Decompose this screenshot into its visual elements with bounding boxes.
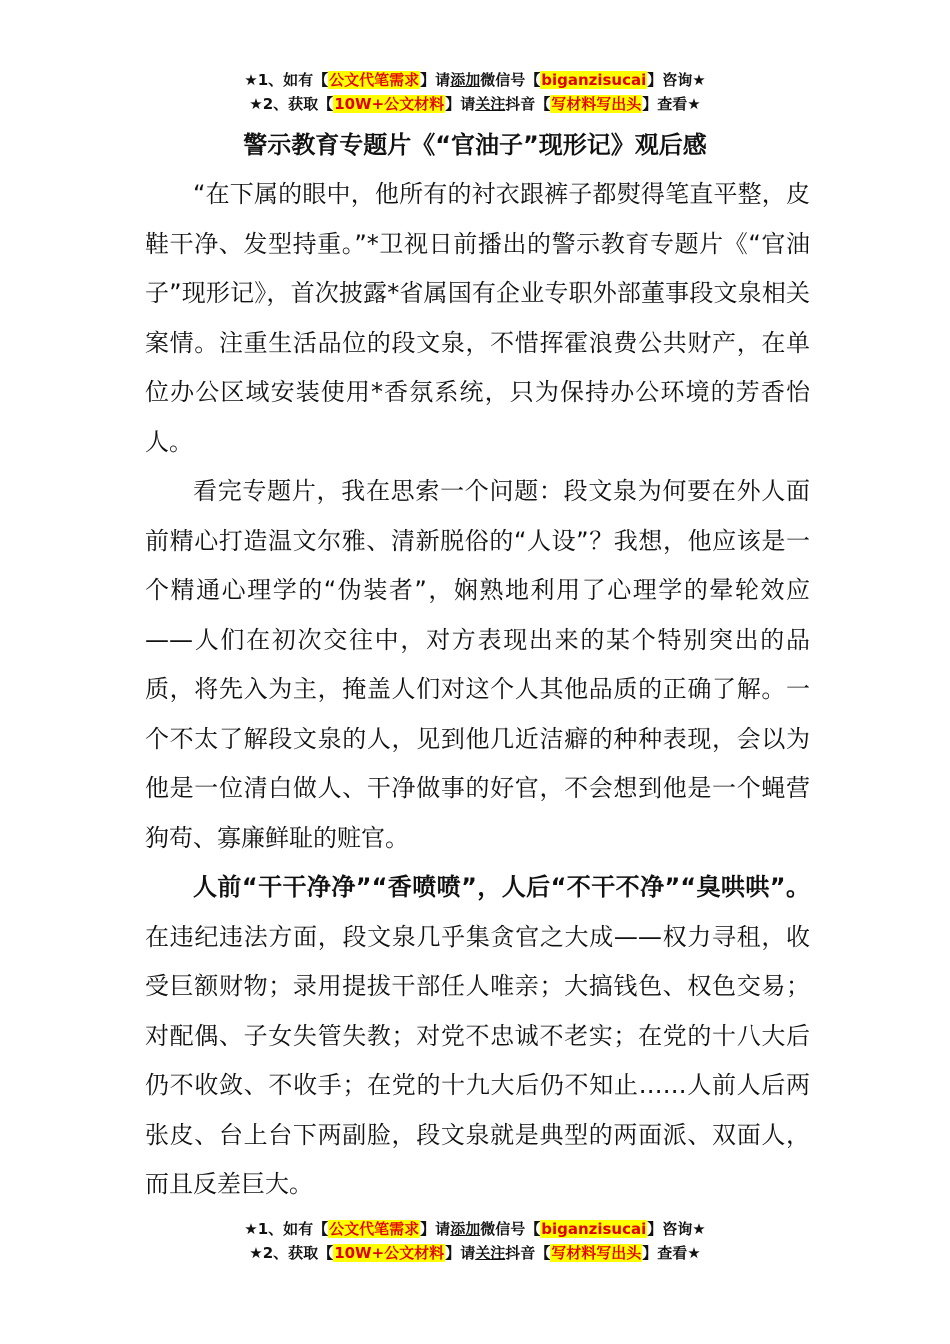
ad-underlined-text: 添加 (450, 71, 481, 89)
paragraph-2: 看完专题片，我在思索一个问题：段文泉为何要在外人面前精心打造温文尔雅、清新脱俗的“人设”？我想，他应该是一个精通心理学的“伪装者”，娴熟地利用了心理学的晕轮效应——人们在初次交往中，对方表现出来的某个特别突出的品质，将先入为主，掩盖人们对这个人其他品质的正确了解。一个不太了解段文泉的人，见到他几近洁癖的种种表现，会以为他是一位清白做人、干净做事的好官，不会想到他是一个蝇营狗苟、寡廉鲜耻的赃官。 (145, 477, 810, 852)
ad-text: 抖音【 (505, 1244, 551, 1262)
ad-highlight: 10W+公文材料 (334, 95, 445, 113)
document-title: 警示教育专题片《“官油子”现形记》观后感 (243, 131, 707, 159)
ad-text: ★1、如有【 (244, 71, 329, 89)
ad-text: 】查看★ (642, 95, 701, 113)
ad-text: ★1、如有【 (244, 1220, 329, 1238)
ad-text: 】查看★ (642, 1244, 701, 1262)
paragraph-3-text: 在违纪违法方面，段文泉几乎集贪官之大成——权力寻租，收受巨额财物；录用提拔干部任人唯亲；大搞钱色、权色交易；对配偶、子女失管失教；对党不忠诚不老实；在党的十八大后仍不收敛、不收手；在党的十九大后仍不知止……人前人后两张皮、台上台下两副脸，段文泉就是典型的两面派、双面人，而且反差巨大。 (145, 922, 810, 1198)
ad-text: 微信号【 (480, 71, 541, 89)
footer-ad-block (0, 1217, 950, 1265)
ad-highlight: 公文代笔需求 (329, 1220, 420, 1238)
ad-underlined-text: 关注 (475, 95, 506, 113)
paragraph-3-bold-lead: 人前“干干净净”“香喷喷”，人后“不干不净”“臭哄哄”。 (193, 873, 810, 901)
ad-douyin-id: 写材料写出头 (551, 95, 642, 113)
ad-text: 抖音【 (505, 95, 551, 113)
ad-text: ★2、获取【 (249, 1244, 334, 1262)
ad-text: 】请 (420, 1220, 451, 1238)
ad-text: ★2、获取【 (249, 95, 334, 113)
ad-text: 】请 (445, 95, 476, 113)
ad-highlight: 公文代笔需求 (329, 71, 420, 89)
ad-highlight: 10W+公文材料 (334, 1244, 445, 1262)
ad-douyin-id: 写材料写出头 (551, 1244, 642, 1262)
ad-line-douyin (0, 92, 950, 116)
ad-line-wechat (0, 1217, 950, 1241)
ad-text: 】咨询★ (647, 1220, 706, 1238)
ad-text: 】请 (445, 1244, 476, 1262)
paragraph-3 (145, 863, 810, 1210)
ad-text: 】咨询★ (647, 71, 706, 89)
ad-line-douyin (0, 1241, 950, 1265)
ad-text: 微信号【 (480, 1220, 541, 1238)
header-ad-block (0, 68, 950, 116)
ad-wechat-id: biganzisucai (541, 71, 647, 89)
paragraph-1: “在下属的眼中，他所有的衬衣跟裤子都熨得笔直平整，皮鞋干净、发型持重。”*卫视日前播出的警示教育专题片《“官油子”现形记》，首次披露*省属国有企业专职外部董事段文泉相关案情。注重生活品位的段文泉，不惜挥霍浪费公共财产，在单位办公区域安装使用*香氛系统，只为保持办公环境的芳香怡人。 (145, 180, 810, 456)
ad-text: 】请 (420, 71, 451, 89)
ad-wechat-id: biganzisucai (541, 1220, 647, 1238)
ad-line-wechat (0, 68, 950, 92)
ad-underlined-text: 添加 (450, 1220, 481, 1238)
ad-underlined-text: 关注 (475, 1244, 506, 1262)
document-body (145, 170, 810, 1210)
